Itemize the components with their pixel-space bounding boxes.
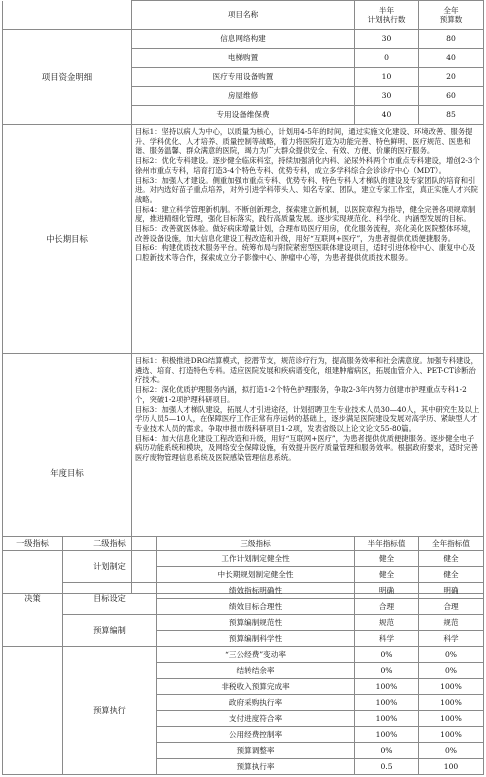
indicator-full: 100 <box>419 759 484 775</box>
indicator-half: 100% <box>355 679 419 695</box>
long-term-goal-label: 中长期目标 <box>3 125 132 354</box>
indicator-full: 0% <box>419 743 484 759</box>
level2-budget-prep: 预算编制 <box>63 615 157 647</box>
fund-item-name: 专用设备维保费 <box>132 106 355 125</box>
indicator-half: 健全 <box>355 551 419 567</box>
fund-item-full: 40 <box>419 49 484 68</box>
level1-decision: 决策 <box>3 551 63 647</box>
indicator-full: 合理 <box>419 599 484 615</box>
indicator-row <box>3 615 484 631</box>
indicator-name: 结转结余率 <box>157 663 355 679</box>
indicator-header-row <box>3 537 484 551</box>
indicator-full: 0% <box>419 663 484 679</box>
indicator-name: 绩效指标明确性 <box>157 583 355 599</box>
indicator-name: 预算编制规范性 <box>157 615 355 631</box>
indicator-name: 公用经费控制率 <box>157 727 355 743</box>
fund-item-full: 85 <box>419 106 484 125</box>
indicator-full: 健全 <box>419 567 484 583</box>
indicator-half: 100% <box>355 727 419 743</box>
blank-header-cell <box>3 1 132 30</box>
indicator-name: 工作计划制定健全性 <box>157 551 355 567</box>
fund-item-name: 电梯购置 <box>132 49 355 68</box>
indicator-row <box>3 551 484 567</box>
level1-blank <box>3 647 63 775</box>
fund-item-name: 信息网络构建 <box>132 30 355 49</box>
indicator-half: 明确 <box>355 583 419 599</box>
indicator-name: 支付进度符合率 <box>157 711 355 727</box>
indicator-name: “三公经费”变动率 <box>157 647 355 663</box>
fund-category-label: 项目资金明细 <box>3 30 132 125</box>
indicator-name: 预算调整率 <box>157 743 355 759</box>
project-fund-table <box>2 0 484 594</box>
annual-goal-text: 目标1：积极推进DRG结算模式，挖潜节支，规范诊疗行为，提高服务效率和社会满意度。加强专科建设，遴选、培育、打造特色专科。适应医院发展和疾病谱变化，组建肿瘤病区，拓展血管介入、PET-CT诊断治疗技术。 目标2：深化优质护理服务内涵，拟打造1-2个特色护理服务，争取2-3年内努力创建市护理重点专科1-2个，突破1-2项护理科研项目。 目标3：加强人才梯队建设，拓展人才引进途径，计划招聘卫生专业技术人员30—40人，其中研究生及以上学历人员5—10人，在保障医疗工作正常有序运转的基础上，逐步满足医院建设发展对高学历、紧缺型人才专业技术人员的需求。争取申报市级科研项目1-2项，发表省级以上论文论文55-80篇。 目标4：加大信息化建设工程改造和升级，用好“互联网+医疗”，为患者提供优质便捷服务。逐步健全电子病历功能系统和模块，及网络安全保障设施，有效提升医疗质量管理和服务效率。根据政府要求，适时完善医疗废物管理信息系统及医院感染管理信息系统。 <box>132 354 484 594</box>
indicator-full: 100% <box>419 679 484 695</box>
indicator-row <box>3 647 484 663</box>
header-half-value: 半年指标值 <box>355 537 419 551</box>
fund-item-full: 20 <box>419 68 484 87</box>
indicator-full: 规范 <box>419 615 484 631</box>
indicator-name: 政府采购执行率 <box>157 695 355 711</box>
header-level1: 一级指标 <box>3 537 63 551</box>
indicator-name: 绩效目标合理性 <box>157 599 355 615</box>
annual-goal-label: 年度目标 <box>3 354 132 594</box>
header-full-year: 全年 预算数 <box>419 1 484 30</box>
fund-item-half: 10 <box>355 68 419 87</box>
fund-item-half: 40 <box>355 106 419 125</box>
header-project-name: 项目名称 <box>132 1 355 30</box>
indicator-name: 预算执行率 <box>157 759 355 775</box>
indicator-half: 合理 <box>355 599 419 615</box>
indicator-half: 科学 <box>355 631 419 647</box>
indicator-half: 0% <box>355 663 419 679</box>
indicator-full: 明确 <box>419 583 484 599</box>
header-half-year: 半年 计划执行数 <box>355 1 419 30</box>
level2-target: 目标设定 <box>63 583 157 615</box>
indicator-half: 健全 <box>355 567 419 583</box>
performance-indicator-table <box>2 536 484 775</box>
indicator-half: 规范 <box>355 615 419 631</box>
indicator-name: 非税收入预算完成率 <box>157 679 355 695</box>
long-term-goal-row <box>3 125 484 354</box>
indicator-name: 中长期规划制定健全性 <box>157 567 355 583</box>
fund-item-name: 医疗专用设备购置 <box>132 68 355 87</box>
fund-item-half: 0 <box>355 49 419 68</box>
header-level2: 二级指标 <box>63 537 157 551</box>
fund-item-name: 房屋维修 <box>132 87 355 106</box>
long-term-goal-text: 目标1：坚持以病人为中心，以质量为核心，计划用4-5年的时间，通过实施文化建设、环境改善、服务提升、学科优化、人才培养、质量控制等战略，着力将医院打造为功能完善、特色鲜明、医疗规范、医患和谐、服务温馨、群众满意的医院，竭力为广大群众提供安全、有效、方便、价廉的医疗服务。 目标2：优化专科建设。逐步健全临床科室，持续加强消化内科、泌尿外科两个市重点专科建设，增创2-3个徐州市重点专科，培育打造3-4个特色专科、优势专科，成立多学科综合会诊诊疗中心（MDT）。 目标3：加强人才建设。侧重加强市重点专科、优势专科、特色专科人才梯队的建设及专家团队的培育和引进。对内选好苗子重点培养，对外引进学科带头人、知名专家、团队，建立专家工作室，真正实施人才兴院战略。 目标4：建立科学管理新机制。不断创新理念，探索建立新机制，以医院章程为指导，健全完善各项规章制度，推进精细化管理，强化目标落实，践行高质量发展。逐步实现规范化、科学化、内涵型发展的目标。 目标5：改善就医体验。做好病床增量计划，合理布局医疗用房，优化服务流程，亮化美化医院整体环境，改善设备设施，加大信息化建设工程改造和升级，用好“互联网+医疗”，为患者提供优质便捷服务。 目标6：构建优质技术服务平台。统筹布局与附院紧密型医联体建设项目，适时引进体检中心、康复中心及口腔新技术等合作，探索成立分子影像中心、肿瘤中心等，为患者提供优质技术服务。 <box>132 125 484 354</box>
indicator-row <box>3 583 484 599</box>
indicator-name: 预算编制科学性 <box>157 631 355 647</box>
header-full-value: 全年指标值 <box>419 537 484 551</box>
indicator-full: 100% <box>419 711 484 727</box>
indicator-full: 100% <box>419 727 484 743</box>
level2-budget-exec: 预算执行 <box>63 647 157 775</box>
indicator-full: 0% <box>419 647 484 663</box>
header-level3: 三级指标 <box>157 537 355 551</box>
fund-item-half: 30 <box>355 87 419 106</box>
indicator-half: 0.5 <box>355 759 419 775</box>
fund-item-full: 80 <box>419 30 484 49</box>
indicator-full: 科学 <box>419 631 484 647</box>
indicator-full: 健全 <box>419 551 484 567</box>
indicator-half: 0% <box>355 743 419 759</box>
level2-plan: 计划制定 <box>63 551 157 583</box>
indicator-full: 100% <box>419 695 484 711</box>
fund-item-full: 60 <box>419 87 484 106</box>
fund-row <box>3 30 484 49</box>
indicator-half: 100% <box>355 695 419 711</box>
fund-table-header-row <box>3 1 484 30</box>
indicator-half: 0% <box>355 647 419 663</box>
fund-item-half: 30 <box>355 30 419 49</box>
indicator-half: 100% <box>355 711 419 727</box>
